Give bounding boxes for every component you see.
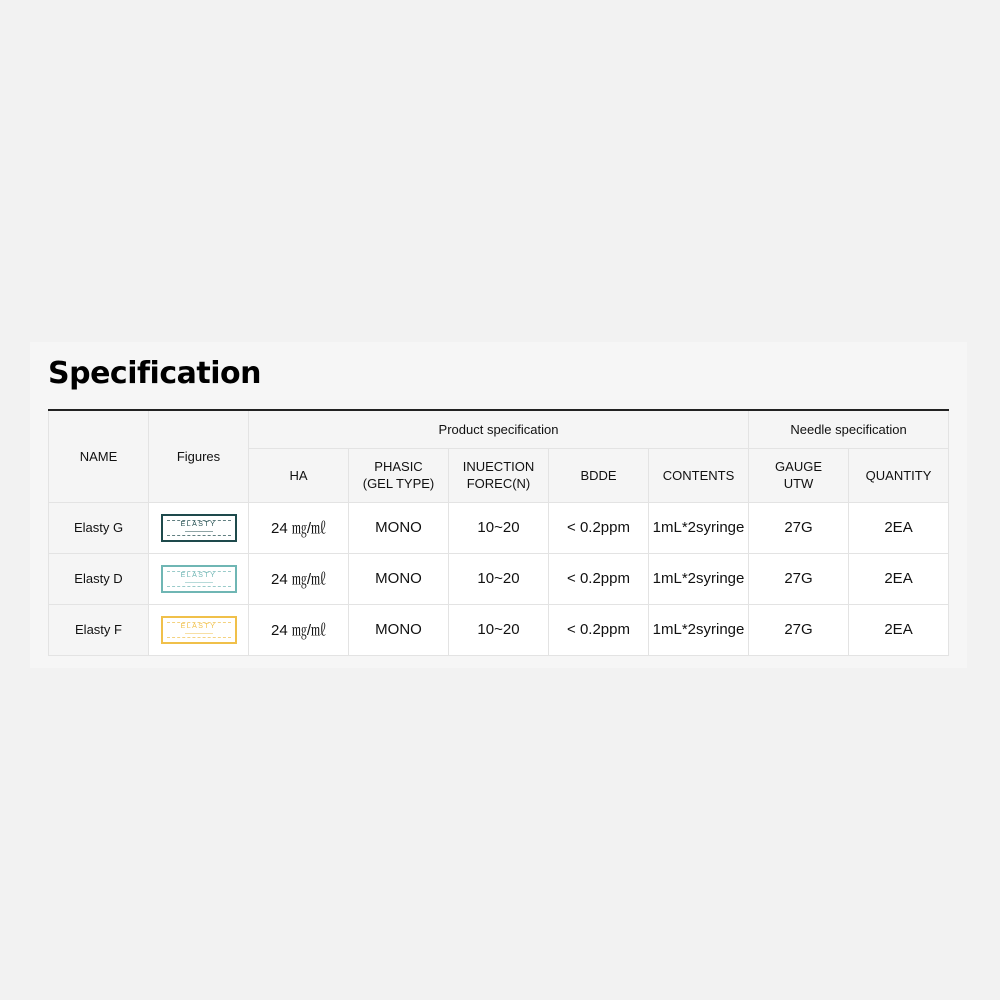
table-row <box>49 553 949 604</box>
header-contents: CONTENTS <box>649 448 749 502</box>
page-title: Specification <box>48 356 261 391</box>
header-bdde: BDDE <box>549 448 649 502</box>
header-injection-line2: FOREC(N) <box>466 476 531 491</box>
header-name: NAME <box>49 410 149 502</box>
product-name: Elasty F <box>49 604 149 655</box>
bdde-value: < 0.2ppm <box>549 604 649 655</box>
contents-value: 1mL*2syringe <box>649 553 749 604</box>
injection-value: 10~20 <box>449 604 549 655</box>
header-gauge <box>749 448 849 502</box>
header-injection-line1: INUECTION <box>462 459 535 474</box>
quantity-value: 2EA <box>849 502 949 553</box>
header-gauge-line1: GAUGE <box>775 459 822 474</box>
phasic-value: MONO <box>349 604 449 655</box>
contents-value: 1mL*2syringe <box>649 502 749 553</box>
ha-value: 24 ㎎/㎖ <box>249 502 349 553</box>
header-product-specification: Product specification <box>249 410 749 448</box>
quantity-value: 2EA <box>849 553 949 604</box>
phasic-value: MONO <box>349 553 449 604</box>
product-name: Elasty G <box>49 502 149 553</box>
injection-value: 10~20 <box>449 502 549 553</box>
specification-panel <box>30 342 967 668</box>
header-needle-specification: Needle specification <box>749 410 949 448</box>
product-box-brand: ELASTY <box>180 622 217 630</box>
product-box-image <box>161 514 237 542</box>
product-box-brand: ELASTY <box>180 571 217 579</box>
ha-value: 24 ㎎/㎖ <box>249 553 349 604</box>
header-phasic <box>349 448 449 502</box>
table-row <box>49 604 949 655</box>
header-phasic-line2: (GEL TYPE) <box>362 476 435 491</box>
ha-value: 24 ㎎/㎖ <box>249 604 349 655</box>
phasic-value: MONO <box>349 502 449 553</box>
product-box-image <box>161 565 237 593</box>
header-injection-force <box>449 448 549 502</box>
figure-cell <box>149 553 249 604</box>
specification-table <box>48 409 949 656</box>
header-phasic-line1: PHASIC <box>374 459 423 474</box>
table-row <box>49 502 949 553</box>
gauge-value: 27G <box>749 604 849 655</box>
figure-cell <box>149 502 249 553</box>
bdde-value: < 0.2ppm <box>549 553 649 604</box>
figure-cell <box>149 604 249 655</box>
quantity-value: 2EA <box>849 604 949 655</box>
header-ha: HA <box>249 448 349 502</box>
product-box-brand: ELASTY <box>180 520 217 528</box>
contents-value: 1mL*2syringe <box>649 604 749 655</box>
gauge-value: 27G <box>749 502 849 553</box>
product-box-image <box>161 616 237 644</box>
header-figures: Figures <box>149 410 249 502</box>
product-name: Elasty D <box>49 553 149 604</box>
injection-value: 10~20 <box>449 553 549 604</box>
header-gauge-line2: UTW <box>783 476 814 491</box>
bdde-value: < 0.2ppm <box>549 502 649 553</box>
gauge-value: 27G <box>749 553 849 604</box>
header-quantity: QUANTITY <box>849 448 949 502</box>
